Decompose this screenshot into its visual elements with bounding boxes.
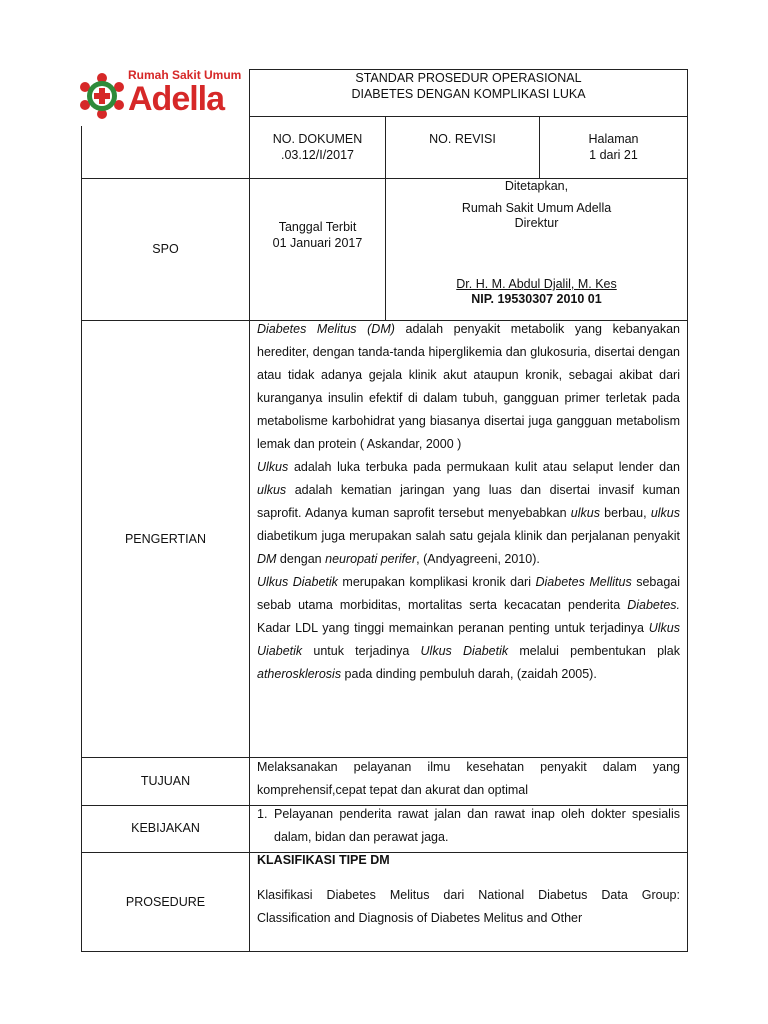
rs-name: Rumah Sakit Umum Adella — [461, 201, 612, 215]
no-dokumen-value: .03.12/I/2017 — [281, 148, 354, 162]
term-ulkus: ulkus — [570, 506, 600, 520]
table-border — [249, 69, 250, 952]
tujuan-label: TUJUAN — [140, 774, 191, 788]
tanggal-terbit-value: 01 Januari 2017 — [272, 236, 363, 250]
term-ulkus: ulkus — [257, 483, 287, 497]
paragraph-text: , (Andyagreeni, 2010). — [416, 552, 540, 566]
no-dokumen-label: NO. DOKUMEN — [272, 132, 363, 146]
kebijakan-item-text: Pelayanan penderita rawat jalan dan rawat inap oleh dokter spesialis dalam, bidan dan perawat jaga. — [274, 807, 680, 844]
kebijakan-item — [257, 803, 680, 849]
term-ulkus-diabetik: Ulkus Diabetik — [420, 644, 509, 658]
kebijakan-label: KEBIJAKAN — [131, 821, 200, 835]
no-dokumen-cell — [250, 131, 385, 163]
paragraph-text: pada dinding pembuluh darah, (zaidah 2005). — [341, 667, 597, 681]
halaman-cell — [540, 131, 687, 163]
pengertian-label: PENGERTIAN — [124, 532, 207, 546]
signer-name: Dr. H. M. Abdul Djalil, M. Kes — [456, 277, 617, 291]
prosedure-heading: KLASIFIKASI TIPE DM — [257, 853, 390, 867]
title-line-1: STANDAR PROSEDUR OPERASIONAL — [355, 71, 582, 85]
term-diabetes: Diabetes. — [627, 598, 680, 612]
logo-subtitle: Rumah Sakit Umum — [128, 68, 242, 82]
paragraph-text: melalui pembentukan plak — [508, 644, 680, 658]
prosedure-text: Klasifikasi Diabetes Melitus dari National Diabetus Data Group: Classification and Diagnosis of Diabetes Melitus and Other — [257, 888, 680, 925]
term-ulkus-diabetik: Ulkus Diabetik — [257, 575, 338, 589]
prosedure-label: PROSEDURE — [125, 895, 206, 909]
term-diabetes-melitus: Diabetes Melitus (DM) — [257, 322, 395, 336]
tanggal-terbit-label: Tanggal Terbit — [278, 220, 357, 234]
paragraph-text: sebagai sebab utama morbiditas, mortalitas serta kecacatan penderita — [257, 575, 681, 612]
term-neuropati: neuropati perifer — [325, 552, 417, 566]
term-ulkus: ulkus — [650, 506, 680, 520]
halaman-label: Halaman — [588, 132, 639, 146]
title-line-2: DIABETES DENGAN KOMPLIKASI LUKA — [351, 87, 586, 101]
term-ulkus: Ulkus — [257, 460, 289, 474]
term-ulkus-uiabetik: Ulkus Uiabetik — [257, 621, 680, 658]
paragraph-text: adalah luka terbuka pada permukaan kulit atau selaput lender dan — [288, 460, 680, 474]
term-dm: DM — [257, 552, 277, 566]
paragraph-text: adalah kematian jaringan yang luas dan disertai invasif kuman saprofit. Adanya kuman saprofit tersebut menyebabkan — [257, 483, 680, 520]
term-diabetes-mellitus: Diabetes Mellitus — [535, 575, 632, 589]
paragraph-text: Kadar LDL yang tinggi memainkan peranan penting untuk terjadinya — [257, 621, 649, 635]
table-border — [81, 951, 688, 952]
ditetapkan-cell — [386, 178, 687, 320]
document-title — [250, 70, 687, 102]
term-atherosklerosis: atherosklerosis — [257, 667, 342, 681]
table-border — [249, 116, 688, 117]
paragraph-text: berbau, — [599, 506, 651, 520]
paragraph-text: dengan — [276, 552, 326, 566]
no-revisi-label: NO. REVISI — [429, 132, 496, 146]
spo-label: SPO — [152, 242, 179, 256]
pengertian-paragraph-3 — [257, 571, 680, 686]
pengertian-paragraph-1 — [257, 318, 680, 456]
table-border — [687, 69, 688, 952]
no-revisi-cell — [386, 131, 539, 147]
hospital-emblem-icon — [78, 72, 126, 120]
paragraph-text: untuk terjadinya — [302, 644, 421, 658]
paragraph-text: diabetikum juga merupakan salah satu gejala klinik dan perjalanan penyakit — [257, 529, 680, 543]
signer-nip: NIP. 19530307 2010 01 — [471, 292, 602, 306]
ditetapkan-text: Ditetapkan, — [504, 179, 569, 193]
logo-title: Adella — [128, 80, 225, 118]
paragraph-text: adalah penyakit metabolik yang kebanyakan herediter, dengan tanda-tanda hiperglikemia dan glukosuria, disertai dengan atau tidak adanya gejala klinik akut ataupun kronik, sebagai akibat dari kuranganya insulin efektif di dalam tubuh, gangguan primer terletak pada metabolisme karbohidrat yang biasanya disertai juga gangguan metabolism lemak dan protein ( Askandar, 2000 ) — [257, 322, 680, 451]
tanggal-terbit-cell — [250, 219, 385, 251]
halaman-value: 1 dari 21 — [589, 148, 638, 162]
paragraph-text: merupakan komplikasi kronik dari — [337, 575, 536, 589]
direktur-text: Direktur — [514, 216, 559, 230]
hospital-logo — [78, 66, 250, 126]
tujuan-text: Melaksanakan pelayanan ilmu kesehatan penyakit dalam yang komprehensif,cepat tepat dan akurat dan optimal — [257, 760, 680, 797]
kebijakan-item-number: 1. — [257, 807, 268, 821]
pengertian-paragraph-2 — [257, 456, 680, 571]
pengertian-content — [257, 318, 680, 686]
